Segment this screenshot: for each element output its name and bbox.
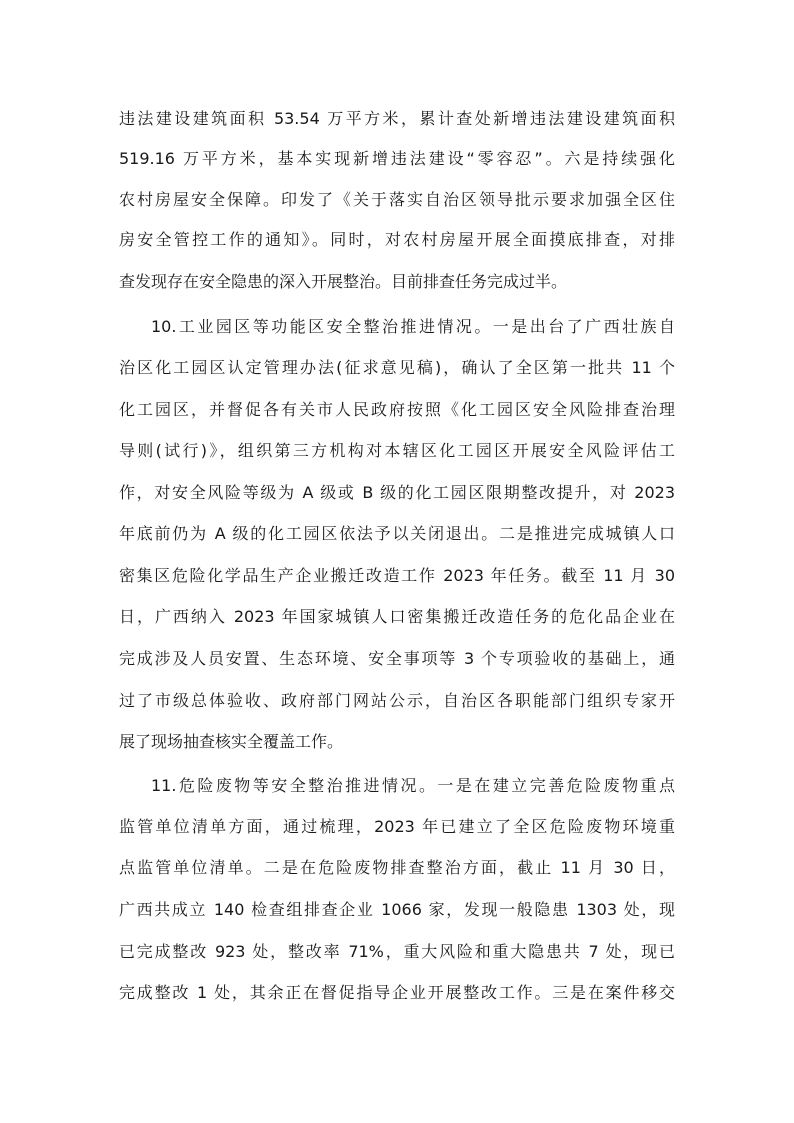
body-line: 完成涉及人员安置、生态环境、安全事项等 3 个专项验收的基础上，通 (119, 649, 675, 668)
body-line: 过了市级总体验收、政府部门网站公示，自治区各职能部门组织专家开 (119, 691, 675, 710)
body-line: 519.16 万平方米，基本实现新增违法建设“零容忍”。六是持续强化 (119, 149, 675, 168)
body-line: 作，对安全风险等级为 A 级或 B 级的化工园区限期整改提升，对 2023 (119, 483, 675, 502)
body-line: 治区化工园区认定管理办法(征求意见稿)，确认了全区第一批共 11 个 (119, 358, 675, 377)
body-line: 日，广西纳入 2023 年国家城镇人口密集搬迁改造任务的危化品企业在 (119, 607, 675, 626)
body-line: 广西共成立 140 检查组排查企业 1066 家，发现一般隐患 1303 处，现 (119, 900, 675, 919)
body-line: 密集区危险化学品生产企业搬迁改造工作 2023 年任务。截至 11 月 30 (119, 566, 675, 585)
body-line: 已完成整改 923 处，整改率 71%，重大风险和重大隐患共 7 处，现已 (119, 942, 675, 961)
paragraph-heading-11: 11.危险废物等安全整治推进情况。一是在建立完善危险废物重点 (151, 776, 675, 795)
body-line: 展了现场抽查核实全覆盖工作。 (119, 732, 344, 751)
body-line: 导则(试行)》，组织第三方机构对本辖区化工园区开展安全风险评估工 (119, 441, 675, 460)
body-line: 化工园区，并督促各有关市人民政府按照《化工园区安全风险排查治理 (119, 400, 675, 419)
body-line: 违法建设建筑面积 53.54 万平方米，累计查处新增违法建设建筑面积 (119, 109, 675, 128)
body-line: 农村房屋安全保障。印发了《关于落实自治区领导批示要求加强全区住 (119, 190, 675, 209)
body-line: 监管单位清单方面，通过梳理，2023 年已建立了全区危险废物环境重 (119, 817, 675, 836)
body-line: 查发现存在安全隐患的深入开展整治。目前排查任务完成过半。 (119, 272, 568, 291)
paragraph-heading-10: 10.工业园区等功能区安全整治推进情况。一是出台了广西壮族自 (151, 317, 675, 336)
body-line: 年底前仍为 A 级的化工园区依法予以关闭退出。二是推进完成城镇人口 (119, 524, 675, 543)
body-line: 房安全管控工作的通知》。同时，对农村房屋开展全面摸底排查，对排 (119, 230, 675, 249)
body-line: 完成整改 1 处，其余正在督促指导企业开展整改工作。三是在案件移交 (119, 983, 675, 1002)
body-line: 点监管单位清单。二是在危险废物排查整治方面，截止 11 月 30 日， (119, 858, 675, 877)
